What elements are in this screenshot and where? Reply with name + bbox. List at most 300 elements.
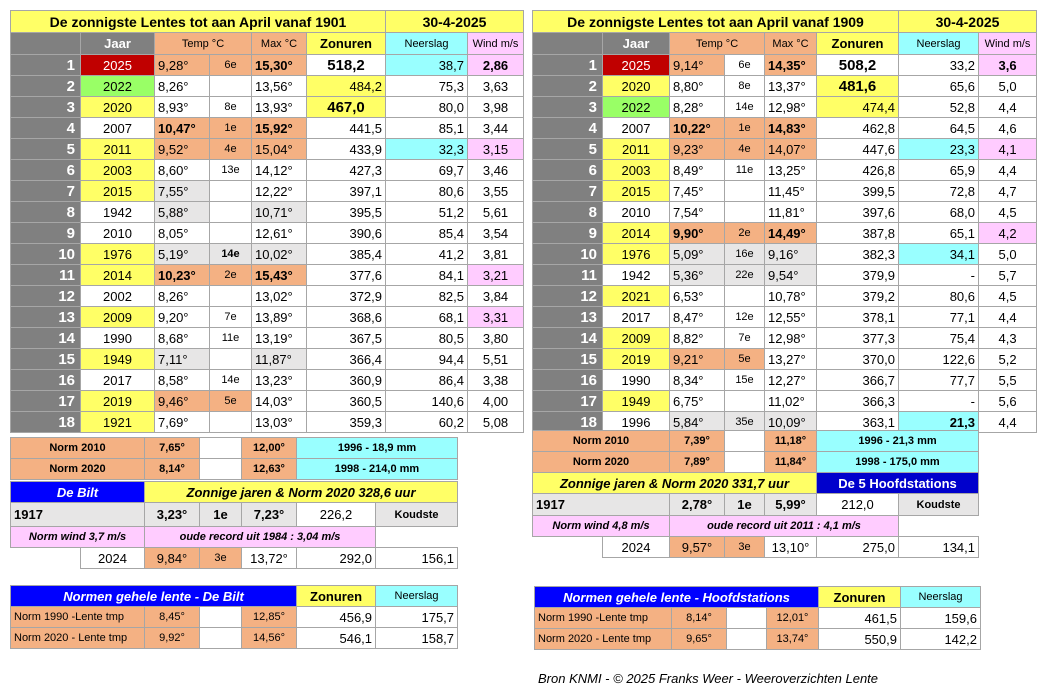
rank-cell: 8 [533, 202, 603, 223]
max-temp-cell: 14,83° [765, 118, 817, 139]
table-row [533, 307, 1037, 328]
sun-hours-cell: 379,2 [817, 286, 899, 307]
year-cell: 2017 [81, 370, 155, 391]
year-cell: 2011 [81, 139, 155, 160]
temp-cell: 8,49° [670, 160, 725, 181]
rank-cell: 17 [11, 391, 81, 412]
sun-hours-cell: 363,1 [817, 412, 899, 433]
left-station-label: De Bilt [11, 482, 145, 503]
rain-cell: 65,1 [899, 223, 979, 244]
table-row [11, 349, 524, 370]
rank-cell: 6 [533, 160, 603, 181]
rank-cell: 5 [11, 139, 81, 160]
year-cell: 2002 [81, 286, 155, 307]
rank-cell: 15 [11, 349, 81, 370]
right-spring-row1-rain: 159,6 [901, 608, 981, 629]
temp-rank-cell: 14e [725, 97, 765, 118]
table-row [533, 202, 1037, 223]
year-cell: 2015 [603, 181, 670, 202]
year-cell: 2021 [603, 286, 670, 307]
temp-rank-cell: 7e [725, 328, 765, 349]
rain-cell: 64,5 [899, 118, 979, 139]
rain-cell: 41,2 [386, 244, 468, 265]
temp-cell: 8,82° [670, 328, 725, 349]
left-low-temp: 3,23° [145, 503, 200, 527]
table-row [533, 286, 1037, 307]
sun-hours-cell: 366,3 [817, 391, 899, 412]
wind-cell: 5,5 [979, 370, 1037, 391]
left-spring-row2-max: 14,56° [242, 628, 297, 649]
right-norm2020-temp: 7,89° [670, 452, 725, 473]
right-spring-table [534, 586, 981, 650]
temp-rank-cell [725, 391, 765, 412]
temp-cell: 8,68° [155, 328, 210, 349]
left-low-trank: 1e [200, 503, 242, 527]
temp-cell: 8,58° [155, 370, 210, 391]
temp-rank-cell: 8e [725, 76, 765, 97]
left-spring-rain-hdr: Neerslag [376, 586, 458, 607]
rain-cell: 60,2 [386, 412, 468, 433]
left-spring-row1-label: Norm 1990 -Lente tmp [11, 607, 145, 628]
max-temp-cell: 12,27° [765, 370, 817, 391]
year-cell: 2020 [603, 76, 670, 97]
wind-cell: 5,2 [979, 349, 1037, 370]
temp-rank-cell [210, 76, 252, 97]
rank-cell: 13 [533, 307, 603, 328]
year-cell: 2007 [81, 118, 155, 139]
table-row [11, 76, 524, 97]
sun-hours-cell: 484,2 [307, 76, 386, 97]
sun-hours-cell: 397,1 [307, 181, 386, 202]
wind-cell: 3,80 [468, 328, 524, 349]
table-row [533, 244, 1037, 265]
rank-cell: 10 [11, 244, 81, 265]
right-spring-row2-max: 13,74° [767, 629, 819, 650]
year-cell: 1996 [603, 412, 670, 433]
temp-cell: 7,11° [155, 349, 210, 370]
temp-rank-cell [210, 202, 252, 223]
table-row [533, 118, 1037, 139]
max-temp-cell: 13,56° [252, 76, 307, 97]
temp-cell: 10,47° [155, 118, 210, 139]
wind-cell: 4,1 [979, 139, 1037, 160]
max-temp-cell: 11,81° [765, 202, 817, 223]
max-temp-cell: 11,87° [252, 349, 307, 370]
rank-cell: 12 [533, 286, 603, 307]
temp-rank-cell: 1e [725, 118, 765, 139]
right-low-temp: 2,78° [670, 494, 725, 516]
right-spring-row2-sun: 550,9 [819, 629, 901, 650]
sun-hours-cell: 518,2 [307, 55, 386, 76]
table-row [11, 370, 524, 391]
temp-header: Temp °C [670, 33, 765, 55]
left-prev-temp: 9,84° [145, 548, 200, 569]
rain-header: Neerslag [899, 33, 979, 55]
sun-header: Zonuren [307, 33, 386, 55]
rain-cell: 52,8 [899, 97, 979, 118]
max-temp-cell: 15,30° [252, 55, 307, 76]
left-norm-wind: Norm wind 3,7 m/s [11, 527, 145, 548]
rain-cell: 68,1 [386, 307, 468, 328]
sun-hours-cell: 399,5 [817, 181, 899, 202]
left-prev-rain: 156,1 [376, 548, 458, 569]
right-date: 30-4-2025 [899, 11, 1037, 33]
temp-cell: 9,23° [670, 139, 725, 160]
wind-cell: 3,46 [468, 160, 524, 181]
rank-cell: 14 [11, 328, 81, 349]
table-row [533, 139, 1037, 160]
right-prev-year: 2024 [603, 537, 670, 558]
temp-rank-cell [210, 223, 252, 244]
left-station-table [10, 481, 458, 569]
right-prev-rain: 134,1 [899, 537, 979, 558]
sun-hours-cell: 481,6 [817, 76, 899, 97]
sun-hours-cell: 366,4 [307, 349, 386, 370]
temp-rank-cell [725, 181, 765, 202]
table-row [11, 139, 524, 160]
right-ranking-table [532, 10, 1037, 433]
temp-cell: 5,88° [155, 202, 210, 223]
year-cell: 1949 [603, 391, 670, 412]
rank-header [11, 33, 81, 55]
rank-cell: 15 [533, 349, 603, 370]
left-spring-row2-rain: 158,7 [376, 628, 458, 649]
temp-cell: 10,23° [155, 265, 210, 286]
max-temp-cell: 9,16° [765, 244, 817, 265]
sun-hours-cell: 367,5 [307, 328, 386, 349]
left-low-max: 7,23° [242, 503, 297, 527]
wind-cell: 5,51 [468, 349, 524, 370]
year-cell: 2015 [81, 181, 155, 202]
year-cell: 2010 [603, 202, 670, 223]
temp-rank-cell [725, 202, 765, 223]
year-cell: 2019 [81, 391, 155, 412]
wind-cell: 3,84 [468, 286, 524, 307]
left-date: 30-4-2025 [386, 11, 524, 33]
max-temp-cell: 13,23° [252, 370, 307, 391]
table-row [11, 118, 524, 139]
temp-cell: 7,69° [155, 412, 210, 433]
temp-rank-cell: 35e [725, 412, 765, 433]
year-header: Jaar [81, 33, 155, 55]
sun-hours-cell: 370,0 [817, 349, 899, 370]
rank-cell: 13 [11, 307, 81, 328]
wind-cell: 3,21 [468, 265, 524, 286]
year-cell: 2009 [81, 307, 155, 328]
right-spring-row2-rain: 142,2 [901, 629, 981, 650]
max-temp-cell: 11,02° [765, 391, 817, 412]
max-temp-cell: 15,92° [252, 118, 307, 139]
temp-rank-cell [210, 181, 252, 202]
temp-cell: 8,47° [670, 307, 725, 328]
left-norm2010-rain: 1996 - 18,9 mm [297, 438, 458, 459]
max-temp-cell: 13,02° [252, 286, 307, 307]
sun-hours-cell: 368,6 [307, 307, 386, 328]
right-spring-rain-hdr: Neerslag [901, 587, 981, 608]
temp-cell: 8,34° [670, 370, 725, 391]
rank-cell: 3 [11, 97, 81, 118]
year-cell: 1990 [603, 370, 670, 391]
temp-cell: 9,21° [670, 349, 725, 370]
temp-cell: 9,28° [155, 55, 210, 76]
wind-cell: 5,0 [979, 244, 1037, 265]
max-temp-cell: 14,12° [252, 160, 307, 181]
left-ranking-table [10, 10, 524, 433]
rank-cell: 1 [533, 55, 603, 76]
wind-cell: 4,4 [979, 97, 1037, 118]
left-spring-row1-sun: 456,9 [297, 607, 376, 628]
table-row [533, 181, 1037, 202]
max-temp-cell: 15,04° [252, 139, 307, 160]
left-prev-max: 13,72° [242, 548, 297, 569]
table-row [533, 265, 1037, 286]
left-norm2020-label: Norm 2020 [11, 459, 145, 480]
temp-cell: 5,36° [670, 265, 725, 286]
wind-cell: 3,81 [468, 244, 524, 265]
temp-cell: 7,54° [670, 202, 725, 223]
table-row [533, 328, 1037, 349]
temp-rank-cell: 6e [210, 55, 252, 76]
right-spring-row2-label: Norm 2020 - Lente tmp [535, 629, 672, 650]
temp-rank-cell: 15e [725, 370, 765, 391]
table-row [11, 244, 524, 265]
rain-cell: 86,4 [386, 370, 468, 391]
temp-header: Temp °C [155, 33, 252, 55]
sun-header: Zonuren [817, 33, 899, 55]
right-norm-wind: Norm wind 4,8 m/s [533, 516, 670, 537]
rank-cell: 7 [533, 181, 603, 202]
sun-hours-cell: 474,4 [817, 97, 899, 118]
right-prev-trank: 3e [725, 537, 765, 558]
table-row [11, 97, 524, 118]
temp-cell: 5,09° [670, 244, 725, 265]
table-row [533, 223, 1037, 244]
right-norms-table [532, 430, 979, 473]
table-row [11, 265, 524, 286]
temp-cell: 5,19° [155, 244, 210, 265]
rain-cell: - [899, 265, 979, 286]
temp-rank-cell: 5e [210, 391, 252, 412]
table-row [533, 76, 1037, 97]
wind-cell: 3,54 [468, 223, 524, 244]
sun-hours-cell: 387,8 [817, 223, 899, 244]
temp-cell: 10,22° [670, 118, 725, 139]
year-cell: 2011 [603, 139, 670, 160]
left-norm2020-temp: 8,14° [145, 459, 200, 480]
max-temp-cell: 12,61° [252, 223, 307, 244]
rain-header: Neerslag [386, 33, 468, 55]
year-cell: 2022 [603, 97, 670, 118]
rank-cell: 2 [11, 76, 81, 97]
table-row [533, 349, 1037, 370]
year-cell: 1976 [603, 244, 670, 265]
wind-cell: 5,6 [979, 391, 1037, 412]
wind-header: Wind m/s [468, 33, 524, 55]
rain-cell: 80,0 [386, 97, 468, 118]
left-spring-row2-temp: 9,92° [145, 628, 200, 649]
wind-cell: 4,7 [979, 181, 1037, 202]
max-temp-cell: 14,49° [765, 223, 817, 244]
rain-cell: 68,0 [899, 202, 979, 223]
temp-rank-cell: 14e [210, 370, 252, 391]
table-row [11, 307, 524, 328]
wind-cell: 4,6 [979, 118, 1037, 139]
rain-cell: 80,6 [899, 286, 979, 307]
temp-rank-cell: 7e [210, 307, 252, 328]
table-row [11, 181, 524, 202]
max-header: Max °C [252, 33, 307, 55]
left-low-sun: 226,2 [297, 503, 376, 527]
year-cell: 2025 [603, 55, 670, 76]
rank-cell: 11 [11, 265, 81, 286]
rain-cell: 80,5 [386, 328, 468, 349]
right-station-label: De 5 Hoofdstations [817, 473, 979, 494]
rank-cell: 11 [533, 265, 603, 286]
right-spring-row1-max: 12,01° [767, 608, 819, 629]
wind-cell: 3,98 [468, 97, 524, 118]
left-prev-year: 2024 [81, 548, 145, 569]
max-temp-cell: 10,71° [252, 202, 307, 223]
max-temp-cell: 13,93° [252, 97, 307, 118]
left-spring-row1-max: 12,85° [242, 607, 297, 628]
year-cell: 1990 [81, 328, 155, 349]
rank-cell: 1 [11, 55, 81, 76]
table-row [11, 202, 524, 223]
wind-cell: 4,00 [468, 391, 524, 412]
temp-rank-cell [210, 412, 252, 433]
rank-cell: 2 [533, 76, 603, 97]
temp-cell: 8,80° [670, 76, 725, 97]
left-low-year: 1917 [11, 503, 145, 527]
right-norm2010-rain: 1996 - 21,3 mm [817, 431, 979, 452]
rank-cell: 7 [11, 181, 81, 202]
temp-rank-cell [210, 286, 252, 307]
table-row [533, 55, 1037, 76]
wind-header: Wind m/s [979, 33, 1037, 55]
right-low-trank: 1e [725, 494, 765, 516]
temp-rank-cell: 22e [725, 265, 765, 286]
year-cell: 2017 [603, 307, 670, 328]
max-temp-cell: 13,19° [252, 328, 307, 349]
temp-rank-cell [210, 349, 252, 370]
max-temp-cell: 10,09° [765, 412, 817, 433]
left-norm2020-max: 12,63° [242, 459, 297, 480]
temp-rank-cell: 5e [725, 349, 765, 370]
rain-cell: 84,1 [386, 265, 468, 286]
temp-rank-cell: 14e [210, 244, 252, 265]
right-norm2020-rain: 1998 - 175,0 mm [817, 452, 979, 473]
temp-rank-cell: 13e [210, 160, 252, 181]
right-norm2010-max: 11,18° [765, 431, 817, 452]
right-spring-row1-temp: 8,14° [672, 608, 727, 629]
temp-cell: 7,45° [670, 181, 725, 202]
sun-hours-cell: 395,5 [307, 202, 386, 223]
temp-rank-cell [725, 286, 765, 307]
wind-cell: 3,55 [468, 181, 524, 202]
year-cell: 2020 [81, 97, 155, 118]
max-temp-cell: 14,35° [765, 55, 817, 76]
rain-cell: 34,1 [899, 244, 979, 265]
rain-cell: 21,3 [899, 412, 979, 433]
sun-hours-cell: 427,3 [307, 160, 386, 181]
rain-cell: 75,4 [899, 328, 979, 349]
rank-cell: 4 [11, 118, 81, 139]
year-cell: 2009 [603, 328, 670, 349]
year-cell: 2022 [81, 76, 155, 97]
temp-rank-cell: 11e [210, 328, 252, 349]
rain-cell: 23,3 [899, 139, 979, 160]
temp-cell: 8,93° [155, 97, 210, 118]
year-header: Jaar [603, 33, 670, 55]
sun-hours-cell: 508,2 [817, 55, 899, 76]
right-low-label: Koudste [899, 494, 979, 516]
wind-cell: 3,6 [979, 55, 1037, 76]
left-spring-title: Normen gehele lente - De Bilt [11, 586, 297, 607]
year-cell: 1921 [81, 412, 155, 433]
wind-cell: 4,4 [979, 412, 1037, 433]
left-spring-row1-rain: 175,7 [376, 607, 458, 628]
rank-cell: 16 [533, 370, 603, 391]
temp-rank-cell: 1e [210, 118, 252, 139]
rank-cell: 12 [11, 286, 81, 307]
left-spring-row1-temp: 8,45° [145, 607, 200, 628]
temp-cell: 9,14° [670, 55, 725, 76]
sun-hours-cell: 360,5 [307, 391, 386, 412]
temp-cell: 9,52° [155, 139, 210, 160]
year-cell: 1942 [81, 202, 155, 223]
left-old-record: oude record uit 1984 : 3,04 m/s [145, 527, 376, 548]
left-norm2020-rain: 1998 - 214,0 mm [297, 459, 458, 480]
table-row [11, 412, 524, 433]
right-prev-temp: 9,57° [670, 537, 725, 558]
rank-cell: 3 [533, 97, 603, 118]
rank-cell: 9 [533, 223, 603, 244]
max-temp-cell: 12,98° [765, 97, 817, 118]
max-temp-cell: 11,45° [765, 181, 817, 202]
sun-hours-cell: 379,9 [817, 265, 899, 286]
max-temp-cell: 10,78° [765, 286, 817, 307]
sun-hours-cell: 359,3 [307, 412, 386, 433]
wind-cell: 4,3 [979, 328, 1037, 349]
sun-hours-cell: 377,6 [307, 265, 386, 286]
right-low-max: 5,99° [765, 494, 817, 516]
rank-cell: 8 [11, 202, 81, 223]
rank-cell: 16 [11, 370, 81, 391]
rank-cell: 18 [533, 412, 603, 433]
year-cell: 1942 [603, 265, 670, 286]
rain-cell: 122,6 [899, 349, 979, 370]
table-row [11, 223, 524, 244]
right-spring-row1-label: Norm 1990 -Lente tmp [535, 608, 672, 629]
sun-hours-cell: 382,3 [817, 244, 899, 265]
temp-rank-cell: 2e [725, 223, 765, 244]
table-row [533, 391, 1037, 412]
table-row [11, 328, 524, 349]
temp-rank-cell: 12e [725, 307, 765, 328]
year-cell: 2003 [81, 160, 155, 181]
left-norms-table [10, 437, 458, 480]
temp-rank-cell: 4e [725, 139, 765, 160]
temp-cell: 9,46° [155, 391, 210, 412]
max-temp-cell: 13,03° [252, 412, 307, 433]
rain-cell: 69,7 [386, 160, 468, 181]
rain-cell: 140,6 [386, 391, 468, 412]
rank-cell: 14 [533, 328, 603, 349]
right-prev-sun: 275,0 [817, 537, 899, 558]
left-low-label: Koudste [376, 503, 458, 527]
left-spring-sun-hdr: Zonuren [297, 586, 376, 607]
left-title: De zonnigste Lentes tot aan April vanaf 1901 [11, 11, 386, 33]
